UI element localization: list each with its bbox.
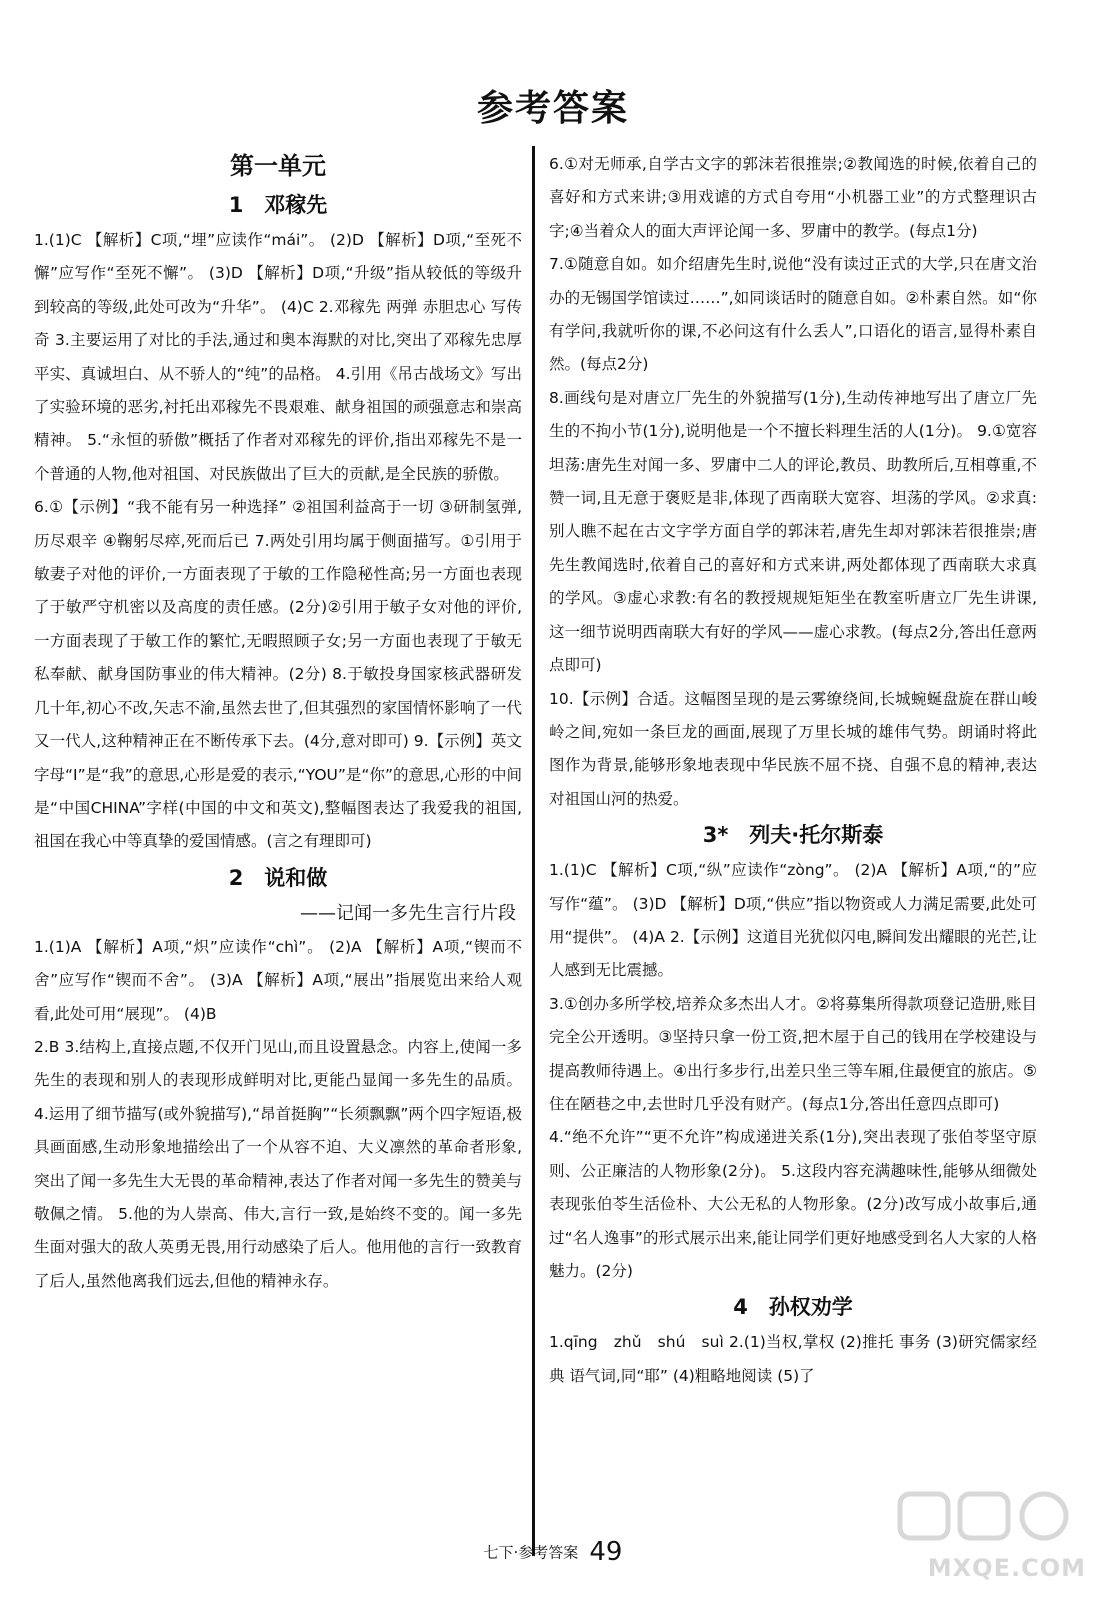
watermark: [886, 1488, 1086, 1588]
unit-title: 第一单元: [230, 152, 326, 180]
lesson-title: 2 说和做: [228, 865, 328, 890]
right-column: [549, 148, 1037, 1393]
answer-paragraph: 8.画线句是对唐立厂先生的外貌描写(1分),生动传神地写出了唐立厂先生的不拘小节(1分),说明他是一个不擅长料理生活的人(1分)。 9.①宽容坦荡:唐先生对闻一多、罗庸中二人的评论,教员、助教所后,互相尊重,不赞一词,且无意于褒贬是非,体现了西南联大宽容、坦荡的学风。②求真:别人瞧不起在古文字学方面自学的郭沫若,唐先生却对郭沫若很推崇;唐先生教闻选时,依着自己的喜好和方式来讲,两处都体现了西南联大求真的学风。③虚心求教:有名的教授规规矩矩坐在教室听唐立厂先生讲课,这一细节说明西南联大有好的学风——虚心求教。(每点2分,答出任意两点即可): [549, 388, 1038, 675]
answer-paragraph: 1.qīng zhǔ shú suì 2.(1)当权,掌权 (2)推托 事务 (3)研究儒家经典 语气词,同“耶” (4)粗略地阅读 (5)了: [549, 1333, 1037, 1385]
answer-paragraph: 3.①创办多所学校,培养众多杰出人才。②将募集所得款项登记造册,账目完全公开透明。③坚持只拿一份工资,把木屋于自己的钱用在学校建设与提高教师待遇上。④出行多步行,出差只坐三等车厢,住最便宜的旅店。⑤住在陋巷之中,去世时几乎没有财产。(每点1分,答出任意四点即可): [549, 994, 1037, 1113]
lesson-title: 4 孙权劝学: [733, 1295, 853, 1320]
answer-paragraph: 10.【示例】合适。这幅图呈现的是云雾缭绕间,长城蜿蜒盘旋在群山峻岭之间,宛如一条巨龙的画面,展现了万里长城的雄伟气势。朗诵时将此图作为背景,能够形象地表现中华民族不屈不挠、自强不息的精神,表达对祖国山河的热爱。: [549, 689, 1037, 808]
watermark-text: MXQE.COM: [927, 1554, 1086, 1582]
page-number: 49: [589, 1537, 623, 1567]
answer-paragraph: 1.(1)A 【解析】A项,“炽”应读作“chì”。 (2)A 【解析】A项,“锲而不舍”应写作“锲而不舍”。 (3)A 【解析】A项,“展出”指展览出来给人观看,此处可用“展现”。 (4)B: [34, 937, 522, 1023]
answer-paragraph: 7.①随意自如。如介绍唐先生时,说他“没有读过正式的大学,只在唐文治办的无锡国学馆读过……”,如同谈话时的随意自如。②朴素自然。如“你有学问,我就听你的课,不必问这有什么丢人”,口语化的语言,显得朴素自然。(每点2分): [549, 255, 1037, 374]
page-title: 参考答案: [476, 88, 629, 129]
answer-paragraph: 2.B 3.结构上,直接点题,不仅开门见山,而且设置悬念。内容上,使闻一多先生的表现和别人的表现形成鲜明对比,更能凸显闻一多先生的品质。 4.运用了细节描写(或外貌描写),“昂首挺胸”“长须飘飘”两个四字短语,极具画面感,生动形象地描绘出了一个从容不迫、大义凛然的革命者形象,突出了闻一多先生大无畏的革命精神,表达了作者对闻一多先生的赞美与敬佩之情。 5.他的为人崇高、伟大,言行一致,是始终不变的。闻一多先生面对强大的敌人英勇无畏,用行动感染了后人。他用他的言行一致教育了后人,虽然他离我们远去,但他的精神永存。: [34, 1037, 522, 1290]
answer-paragraph: 1.(1)C 【解析】C项,“纵”应读作“zòng”。 (2)A 【解析】A项,“的”应写作“蕴”。 (3)D 【解析】D项,“供应”指以物资或人力满足需要,此处可用“提供”。 (4)A 2.【示例】这道目光犹似闪电,瞬间发出耀眼的光芒,让人感到无比震撼。: [549, 861, 1037, 980]
watermark-logo-icon: [896, 1488, 1076, 1548]
answer-paragraph: 1.(1)C 【解析】C项,“埋”应读作“mái”。 (2)D 【解析】D项,“至死不懈”应写作“至死不懈”。 (3)D 【解析】D项,“升级”指从较低的等级升到较高的等级,此处可改为“升华”。 (4)C 2.邓稼先 两弹 赤胆忠心 写传奇 3.主要运用了对比的手法,通过和奥本海默的对比,突出了邓稼先忠厚平实、真诚坦白、从不骄人的“纯”的品格。 4.引用《吊古战场文》写出了实验环境的恶劣,衬托出邓稼先不畏艰难、献身祖国的顽强意志和崇高精神。 5.“永恒的骄傲”概括了作者对邓稼先的评价,指出邓稼先不是一个普通的人物,他对祖国、对民族做出了巨大的贡献,是全民族的骄傲。: [34, 231, 522, 483]
answer-paragraph: 6.①对无师承,自学古文字的郭沫若很推崇;②教闻选的时候,依着自己的喜好和方式来讲;③用戏谑的方式自夸用“小机器工业”的方式整理识古字;④当着众人的面大声评论闻一多、罗庸中的教学。(每点1分): [549, 155, 1037, 240]
left-column: [34, 148, 522, 1298]
answer-paragraph: 4.“绝不允许”“更不允许”构成递进关系(1分),突出表现了张伯苓坚守原则、公正廉洁的人物形象(2分)。 5.这段内容充满趣味性,能够从细微处表现张伯苓生活俭朴、大公无私的人物形象。(2分)改写成小故事后,通过“名人逸事”的形式展示出来,能让同学们更好地感受到名人大家的人格魅力。(2分): [549, 1128, 1037, 1280]
answer-paragraph: 6.①【示例】“我不能有另一种选择” ②祖国利益高于一切 ③研制氢弹,历尽艰辛 ④鞠躬尽瘁,死而后已 7.两处引用均属于侧面描写。①引用于敏妻子对他的评价,一方面表现了于敏的工作隐秘性高;另一方面也表现了于敏严守机密以及高度的责任感。(2分)②引用于敏子女对他的评价,一方面表现了于敏工作的繁忙,无暇照顾子女;另一方面也表现了于敏无私奉献、献身国防事业的伟大精神。(2分) 8.于敏投身国家核武器研发几十年,初心不改,矢志不渝,虽然去世了,但其强烈的家国情怀影响了一代又一代人,这种精神正在不断传承下去。(4分,意对即可) 9.【示例】英文字母“I”是“我”的意思,心形是爱的表示,“YOU”是“你”的意思,心形的中间是“中国CHINA”字样(中国的中文和英文),整幅图表达了我爱我的祖国,祖国在我心中等真挚的爱国情感。(言之有理即可): [34, 498, 522, 851]
lesson-subtitle: ——记闻一多先生言行片段: [300, 902, 516, 924]
lesson-title: 1 邓稼先: [228, 193, 328, 217]
footer-label: 七下·参考答案: [483, 1543, 579, 1562]
lesson-title: 3* 列夫·托尔斯泰: [702, 823, 884, 848]
column-divider: [532, 146, 535, 1556]
